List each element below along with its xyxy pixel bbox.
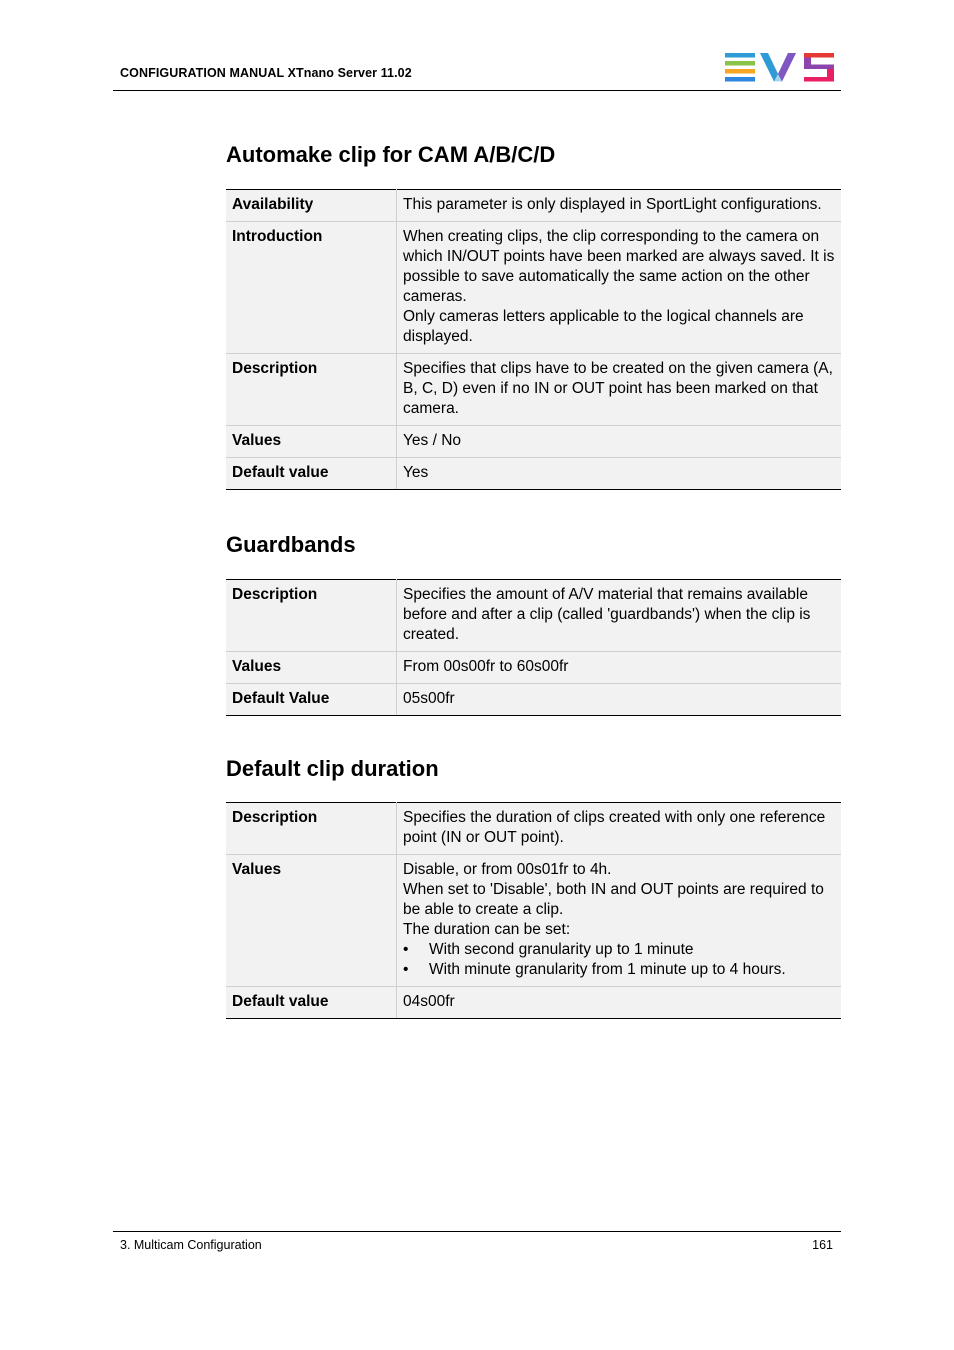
page-number: 161 — [812, 1238, 833, 1252]
row-value: Specifies the amount of A/V material that remains available before and after a clip (called 'guardbands') when the clip is created. — [397, 580, 842, 652]
row-key: Description — [226, 803, 397, 855]
row-value — [397, 855, 842, 987]
footer-rule — [113, 1231, 841, 1232]
row-key: Description — [226, 354, 397, 426]
table-row — [226, 652, 841, 684]
row-value: Specifies the duration of clips created with only one reference point (IN or OUT point). — [397, 803, 842, 855]
table-row — [226, 855, 841, 987]
table-row — [226, 803, 841, 855]
row-key: Introduction — [226, 222, 397, 354]
row-value: 04s00fr — [397, 987, 842, 1019]
row-key: Values — [226, 426, 397, 458]
section-title-default-clip-duration: Default clip duration — [226, 756, 439, 781]
row-value-line: When creating clips, the clip corresponding to the camera on which IN/OUT points have been marked are always saved. It is possible to save automatically the same action on the other cameras. — [403, 228, 835, 305]
default-clip-duration-table — [226, 802, 841, 1019]
bullet-item: • With minute granularity from 1 minute up to 4 hours. — [403, 960, 835, 980]
table-row — [226, 458, 841, 490]
row-value: This parameter is only displayed in SportLight configurations. — [397, 190, 842, 222]
bullet-item: • With second granularity up to 1 minute — [403, 940, 835, 960]
evs-logo — [724, 52, 836, 82]
row-key: Default Value — [226, 684, 397, 716]
section-title-guardbands: Guardbands — [226, 532, 356, 557]
row-key: Values — [226, 652, 397, 684]
row-key: Description — [226, 580, 397, 652]
row-value: Specifies that clips have to be created on the given camera (A, B, C, D) even if no IN or OUT point has been marked on that camera. — [397, 354, 842, 426]
row-key: Default value — [226, 987, 397, 1019]
table-row — [226, 426, 841, 458]
row-key: Values — [226, 855, 397, 987]
table-row — [226, 222, 841, 354]
bullet-list — [403, 940, 835, 980]
table-row — [226, 684, 841, 716]
footer-chapter: 3. Multicam Configuration — [120, 1238, 262, 1252]
table-row — [226, 580, 841, 652]
row-value-line: When set to 'Disable', both IN and OUT points are required to be able to create a clip. — [403, 881, 824, 918]
row-value: Yes / No — [397, 426, 842, 458]
table-row — [226, 987, 841, 1019]
row-value: From 00s00fr to 60s00fr — [397, 652, 842, 684]
row-value: Yes — [397, 458, 842, 490]
section-title-automake: Automake clip for CAM A/B/C/D — [226, 142, 556, 167]
row-key: Default value — [226, 458, 397, 490]
row-key: Availability — [226, 190, 397, 222]
running-header: CONFIGURATION MANUAL XTnano Server 11.02 — [120, 66, 412, 80]
automake-table — [226, 189, 841, 490]
table-row — [226, 354, 841, 426]
row-value — [397, 222, 842, 354]
row-value-line: The duration can be set: — [403, 921, 571, 938]
table-row — [226, 190, 841, 222]
row-value: 05s00fr — [397, 684, 842, 716]
guardbands-table — [226, 579, 841, 716]
row-value-line: Disable, or from 00s01fr to 4h. — [403, 861, 612, 878]
header-rule — [113, 90, 841, 91]
row-value-line: Only cameras letters applicable to the logical channels are displayed. — [403, 308, 804, 345]
